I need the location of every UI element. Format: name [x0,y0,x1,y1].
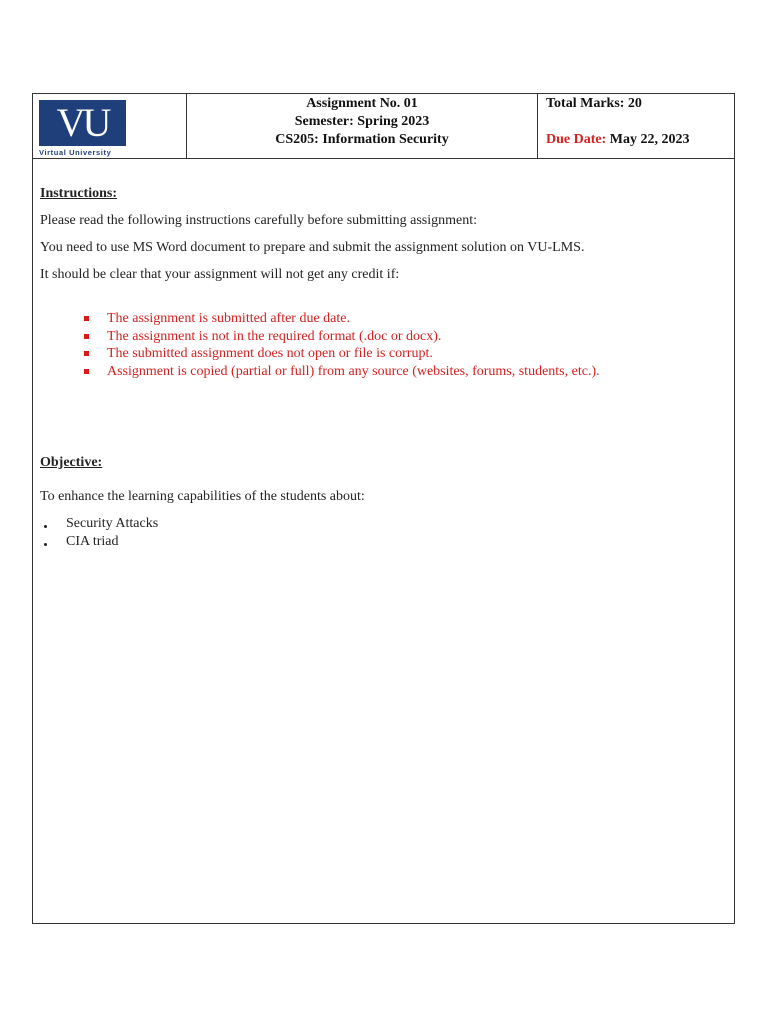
square-bullet-icon [84,316,89,321]
square-bullet-icon [84,351,89,356]
dot-bullet-icon [44,525,47,528]
instructions-paragraph-1: Please read the following instructions carefully before submitting assignment: [40,213,478,228]
list-item-text: The assignment is submitted after due date. [107,311,350,326]
vu-logo-caption: Virtual University [39,148,112,157]
instructions-heading: Instructions: [40,186,118,201]
assignment-number: Assignment No. 01 [306,96,418,111]
dot-bullet-icon [44,543,47,546]
total-marks: Total Marks: 20 [546,96,642,111]
list-item [82,345,600,363]
logo-cell [33,94,187,158]
instructions-paragraph-3: It should be clear that your assignment will not get any credit if: [40,267,400,282]
marks-cell [538,94,734,158]
assignment-title-cell [187,94,538,158]
list-item [82,310,600,328]
list-item [82,363,600,381]
no-credit-list [82,310,600,380]
list-item [82,328,600,346]
list-item-text: CIA triad [66,534,119,549]
due-date-label: Due Date: [546,132,607,147]
list-item-text: Assignment is copied (partial or full) from any source (websites, forums, students, etc.). [107,363,600,379]
list-item [40,533,158,551]
list-item-text: The submitted assignment does not open or file is corrupt. [107,346,433,361]
course-title: CS205: Information Security [275,132,449,147]
list-item-text: The assignment is not in the required format (.doc or docx). [107,328,442,344]
assignment-header-table [33,94,734,159]
vu-logo-mark: VU [39,100,126,146]
instructions-paragraph-2: You need to use MS Word document to prepare and submit the assignment solution on VU-LMS. [40,240,585,255]
square-bullet-icon [84,369,89,374]
vu-logo [39,100,126,156]
objective-intro: To enhance the learning capabilities of the students about: [40,489,365,504]
semester: Semester: Spring 2023 [294,114,430,129]
due-date [546,131,734,149]
assignment-page [32,93,735,924]
objective-topics-list [40,515,158,551]
objective-heading: Objective: [40,455,103,470]
due-date-value: May 22, 2023 [609,132,690,147]
list-item [40,515,158,533]
square-bullet-icon [84,334,89,339]
list-item-text: Security Attacks [66,516,159,531]
